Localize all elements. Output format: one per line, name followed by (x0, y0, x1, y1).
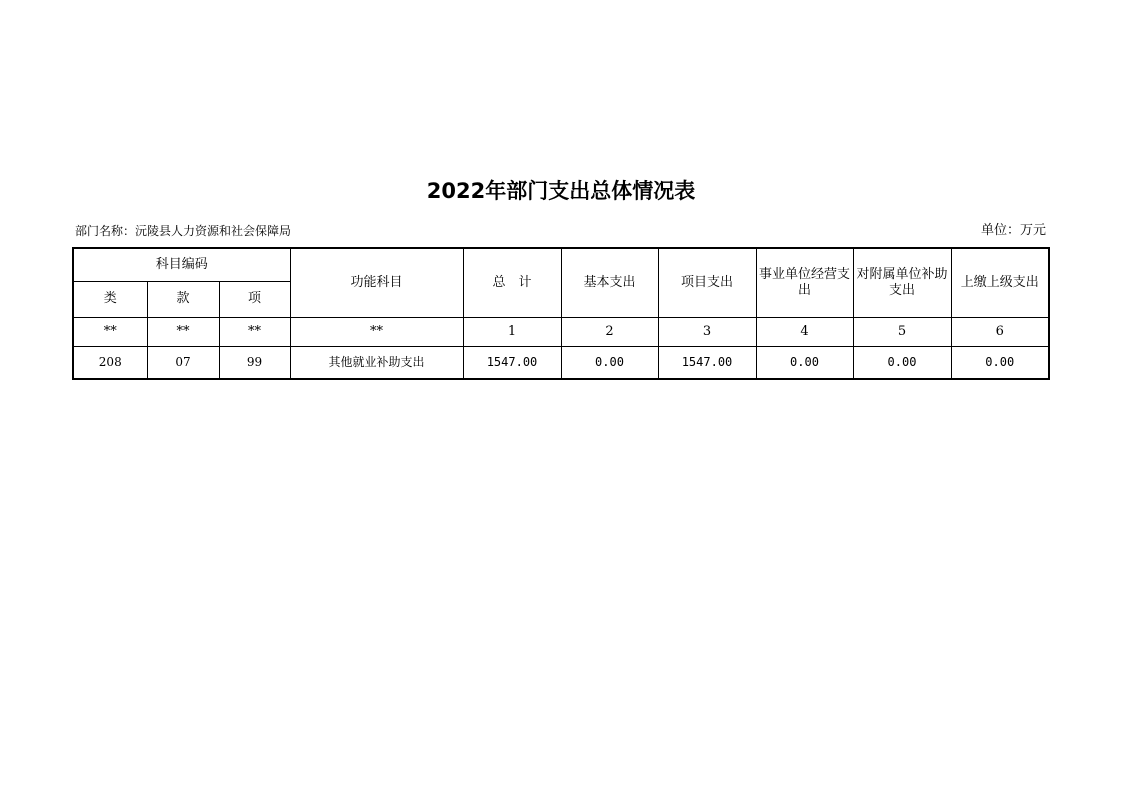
header-project: 项目支出 (658, 248, 756, 317)
table-row (73, 346, 1049, 379)
header-kuan: 款 (147, 281, 219, 317)
index-cell: ** (73, 317, 147, 346)
header-business: 事业单位经营支出 (756, 248, 853, 317)
page-title: 2022年部门支出总体情况表 (426, 179, 696, 203)
index-cell: ** (290, 317, 463, 346)
index-cell: 3 (658, 317, 756, 346)
index-cell: ** (147, 317, 219, 346)
index-cell: 4 (756, 317, 853, 346)
header-subject-code: 科目编码 (73, 248, 290, 281)
unit-label: 单位：万元 (980, 223, 1046, 238)
header-row-1 (73, 248, 1049, 281)
cell-project: 1547.00 (658, 346, 756, 379)
cell-basic: 0.00 (561, 346, 658, 379)
cell-kuan: 07 (147, 346, 219, 379)
header-total: 总 计 (463, 248, 561, 317)
header-basic: 基本支出 (561, 248, 658, 317)
index-cell: 2 (561, 317, 658, 346)
index-cell: ** (219, 317, 290, 346)
cell-subsidy: 0.00 (853, 346, 951, 379)
index-cell: 6 (951, 317, 1049, 346)
cell-total: 1547.00 (463, 346, 561, 379)
expenditure-table (72, 247, 1050, 380)
cell-business: 0.00 (756, 346, 853, 379)
header-subsidy: 对附属单位补助支出 (853, 248, 951, 317)
index-cell: 1 (463, 317, 561, 346)
header-function-subject: 功能科目 (290, 248, 463, 317)
cell-function-name: 其他就业补助支出 (290, 346, 463, 379)
department-name: 部门名称：沅陵县人力资源和社会保障局 (75, 224, 292, 238)
header-lei: 类 (73, 281, 147, 317)
cell-lei: 208 (73, 346, 147, 379)
index-cell: 5 (853, 317, 951, 346)
index-row (73, 317, 1049, 346)
header-superior: 上缴上级支出 (951, 248, 1049, 317)
cell-superior: 0.00 (951, 346, 1049, 379)
cell-xiang: 99 (219, 346, 290, 379)
header-xiang: 项 (219, 281, 290, 317)
